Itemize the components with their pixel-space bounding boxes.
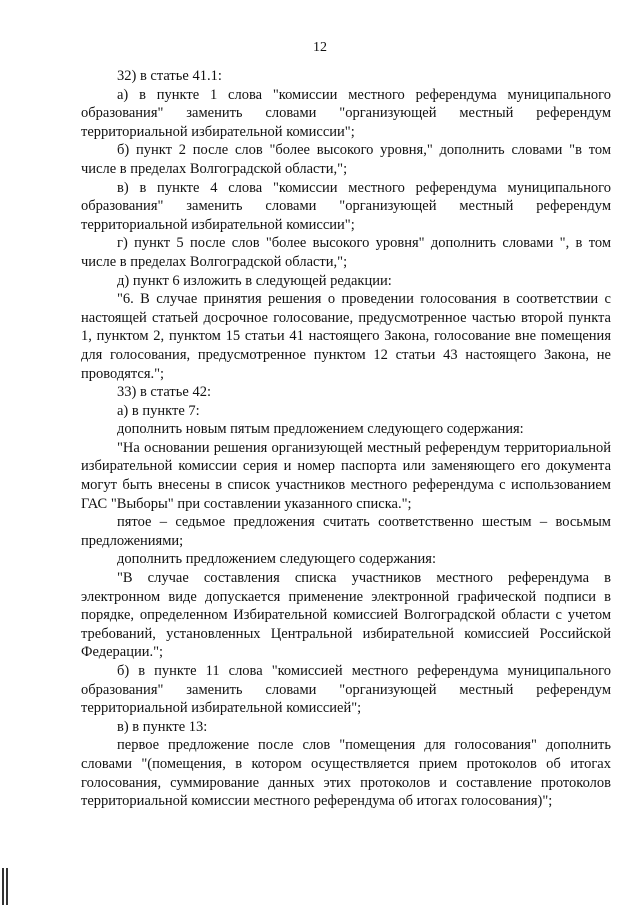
paragraph: а) в пункте 7: [117,402,200,419]
paragraph: пятое – седьмое предложения считать соответственно шестым – восьмым предложениями; [81,514,611,549]
paragraph: первое предложение после слов "помещения для голосования" дополнить словами "(помещения, в котором осуществляется прием протоколов об итогах голосования, суммирование данных этих протоколов и составление протоколов территориальной комиссии местного референдума об итогах голосования)"; [81,737,611,810]
paragraph: г) пункт 5 после слов "более высокого уровня" дополнить словами ", в том числе в пределах Волгоградской области,"; [81,235,611,270]
paragraph: в) в пункте 4 слова "комиссии местного референдума муниципального образования" заменить словами "организующей местный референдум территориальной избирательной комиссии"; [81,179,611,233]
paragraph: "На основании решения организующей местный референдум территориальной избирательной комиссии серия и номер паспорта или заменяющего его документа могут быть внесены в список участников местного референдума с использованием ГАС "Выборы" при составлении указанного списка."; [81,439,611,512]
paragraph: д) пункт 6 изложить в следующей редакции: [117,272,392,289]
paragraph: 33) в статье 42: [117,384,211,401]
paragraph: в) в пункте 13: [117,718,208,735]
paragraph: а) в пункте 1 слова "комиссии местного референдума муниципального образования" заменить словами "организующей местный референдум территориальной избирательной комиссии"; [81,86,611,140]
paragraph: б) пункт 2 после слов "более высокого уровня," дополнить словами "в том числе в пределах Волгоградской области,"; [81,142,611,177]
paragraph: 32) в статье 41.1: [117,68,222,84]
page-number: 12 [313,40,327,55]
paragraph: дополнить новым пятым предложением следующего содержания: [117,421,524,438]
paragraph: "В случае составления списка участников местного референдума в электронном виде допускается применение электронной графической подписи в порядке, определенном Избирательной комиссией Волгоградской области с учетом требований, установленных Центральной избирательной комиссией Российской Федерации."; [81,570,611,661]
scan-edge-marks [2,868,10,905]
document-body [81,67,611,811]
paragraph: "6. В случае принятия решения о проведении голосования в соответствии с настоящей статьей досрочное голосование, предусмотренное частью второй пункта 1, пунктом 2, пунктом 15 статьи 41 настоящего Закона, голосование вне помещения для голосования, предусмотренное пунктом 12 статьи 43 настоящего Закона, не проводятся."; [81,291,611,382]
paragraph: дополнить предложением следующего содержания: [117,551,436,568]
paragraph: б) в пункте 11 слова "комиссией местного референдума муниципального образования" заменить словами "организующей местный референдум территориальной избирательной комиссией"; [81,663,611,717]
